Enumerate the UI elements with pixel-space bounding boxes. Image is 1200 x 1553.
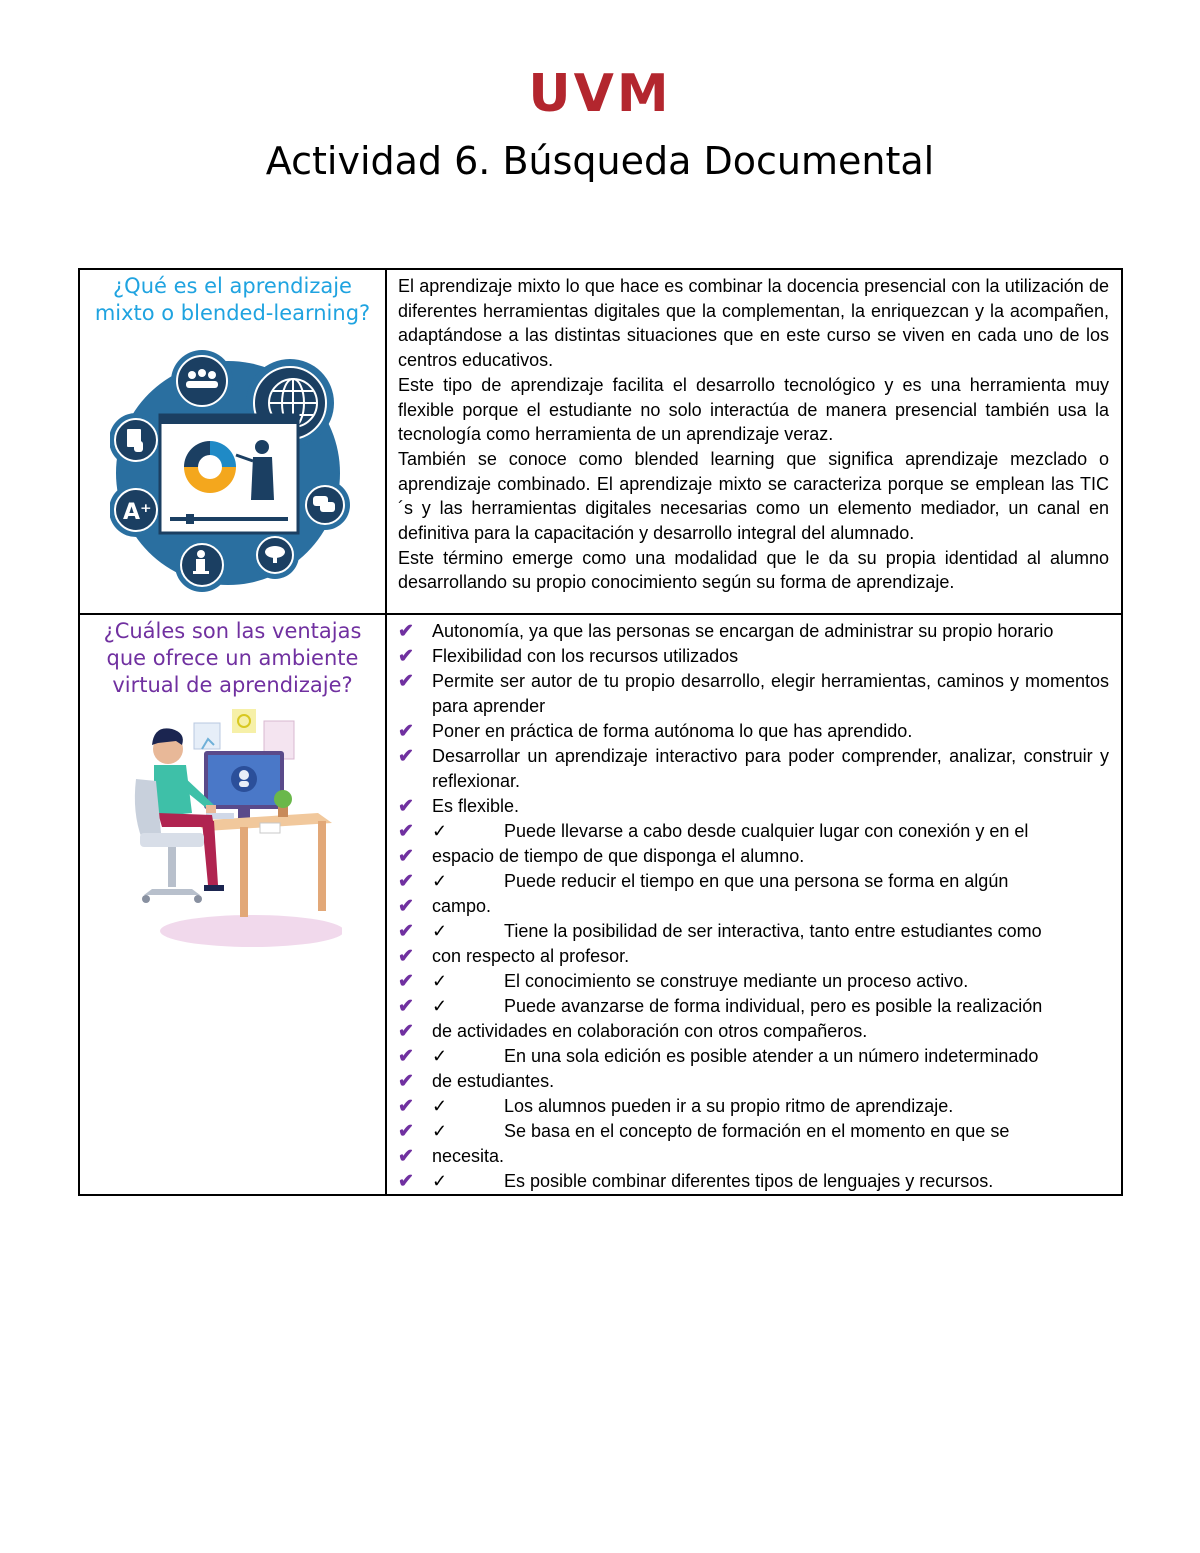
list-item [398, 819, 1109, 844]
inner-check-icon: ✓ [432, 1171, 448, 1192]
advantages-sublist [387, 819, 1121, 1194]
check-icon: ✔ [398, 896, 414, 918]
list-item [398, 869, 1109, 894]
table-row-advantages [79, 614, 1122, 1195]
check-icon: ✔ [398, 721, 414, 743]
check-icon: ✔ [398, 996, 414, 1018]
check-icon: ✔ [398, 946, 414, 968]
activity-table [78, 268, 1123, 1196]
list-item [398, 844, 1109, 869]
inner-check-icon: ✓ [432, 1046, 448, 1067]
paragraph: También se conoce como blended learning que significa aprendizaje mezclado o aprendizaje combinado. El aprendizaje mixto se caracteriza porque se emplean las TIC´s y las herramientas digitales necesarias como un elemento mediador, un canal en definitiva para la capacitación y desarrollo integral del alumnado. [398, 448, 1109, 544]
inner-check-icon: ✓ [432, 1096, 448, 1117]
list-item-text: En una sola edición es posible atender a un número indeterminado [504, 1046, 1039, 1067]
check-icon: ✔ [398, 621, 414, 643]
paragraph: El aprendizaje mixto lo que hace es combinar la docencia presencial con la utilización de diferentes herramientas digitales que la complementan, la enriquezcan y la acompañen, adaptándose a las distintas situaciones que en este curso se viven en cada uno de los centros educativos. [398, 276, 1109, 371]
list-item [398, 1044, 1109, 1069]
list-item-text: Tiene la posibilidad de ser interactiva, tanto entre estudiantes como [504, 921, 1042, 942]
check-icon: ✔ [398, 971, 414, 993]
inner-check-icon: ✓ [432, 996, 448, 1017]
list-item [398, 1094, 1109, 1119]
list-item: ✔ Poner en práctica de forma autónoma lo que has aprendido. [398, 721, 913, 743]
list-item [398, 919, 1109, 944]
list-item-text: campo. [432, 896, 492, 917]
question-cell [79, 269, 386, 614]
inner-check-icon: ✓ [432, 921, 448, 942]
check-icon: ✔ [398, 1171, 414, 1193]
check-icon: ✔ [398, 1121, 414, 1143]
list-item [398, 1144, 1109, 1169]
list-item-text: de actividades en colaboración con otros compañeros. [432, 1021, 868, 1042]
check-icon: ✔ [398, 646, 414, 668]
check-icon: ✔ [398, 1146, 414, 1168]
uvm-logo: UVM [528, 64, 672, 124]
list-item-text: Se basa en el concepto de formación en el momento en que se [504, 1121, 1010, 1142]
question-cell [79, 614, 386, 1195]
question-blended-learning: ¿Qué es el aprendizaje mixto o blended-learning? [94, 274, 371, 325]
blended-learning-illustration [110, 345, 360, 595]
list-item: ✔ Es flexible. [398, 796, 520, 818]
list-item [398, 1169, 1109, 1194]
check-icon: ✔ [398, 871, 414, 893]
answer-cell [386, 269, 1122, 614]
list-item-text: necesita. [432, 1146, 505, 1167]
question-advantages: ¿Cuáles son las ventajas que ofrece un ambiente virtual de aprendizaje? [103, 619, 362, 698]
paragraph: Este tipo de aprendizaje facilita el desarrollo tecnológico y es una herramienta muy flexible porque el estudiante no solo interactúa de manera presencial también usa la tecnología como herramienta de un aprendizaje veraz. [398, 374, 1109, 445]
list-item-text: Los alumnos pueden ir a su propio ritmo de aprendizaje. [504, 1096, 954, 1117]
inner-check-icon: ✓ [432, 821, 448, 842]
inner-check-icon: ✓ [432, 971, 448, 992]
list-item-text: con respecto al profesor. [432, 946, 630, 967]
check-icon: ✔ [398, 821, 414, 843]
list-item-text: Puede llevarse a cabo desde cualquier lugar con conexión y en el [504, 821, 1029, 842]
inner-check-icon: ✓ [432, 1121, 448, 1142]
list-item: ✔ Desarrollar un aprendizaje interactivo para poder comprender, analizar, construir y reflexionar. [398, 746, 1109, 792]
list-item [398, 1019, 1109, 1044]
list-item-text: de estudiantes. [432, 1071, 555, 1092]
list-item [398, 1069, 1109, 1094]
check-icon: ✔ [398, 1021, 414, 1043]
list-item [398, 969, 1109, 994]
student-computer-illustration [132, 709, 342, 949]
list-item [398, 1119, 1109, 1144]
answer-blended-learning [387, 270, 1121, 613]
page-title: Actividad 6. Búsqueda Documental [265, 139, 935, 183]
check-icon: ✔ [398, 846, 414, 868]
list-item-text: Es posible combinar diferentes tipos de lenguajes y recursos. [504, 1171, 994, 1192]
check-icon: ✔ [398, 1096, 414, 1118]
check-icon: ✔ [398, 796, 414, 818]
check-icon: ✔ [398, 746, 414, 768]
grade-a-plus-icon: A⁺ [123, 500, 152, 525]
table-row-blended-learning [79, 269, 1122, 614]
list-item-text: espacio de tiempo de que disponga el alumno. [432, 846, 805, 867]
list-item: ✔ Flexibilidad con los recursos utilizados [398, 646, 739, 668]
check-icon: ✔ [398, 671, 414, 693]
list-item: ✔ Autonomía, ya que las personas se encargan de administrar su propio horario [398, 621, 1054, 643]
list-item [398, 944, 1109, 969]
list-item-text: El conocimiento se construye mediante un proceso activo. [504, 971, 969, 992]
list-item: ✔ Permite ser autor de tu propio desarrollo, elegir herramientas, caminos y momentos para aprender [398, 671, 1109, 717]
list-item [398, 994, 1109, 1019]
check-icon: ✔ [398, 1046, 414, 1068]
check-icon: ✔ [398, 1071, 414, 1093]
check-icon: ✔ [398, 921, 414, 943]
advantages-list [387, 615, 1121, 819]
list-item [398, 894, 1109, 919]
answer-cell [386, 614, 1122, 1195]
list-item-text: Puede avanzarse de forma individual, pero es posible la realización [504, 996, 1043, 1017]
inner-check-icon: ✓ [432, 871, 448, 892]
list-item-text: Puede reducir el tiempo en que una persona se forma en algún [504, 871, 1009, 892]
paragraph: Este término emerge como una modalidad que le da su propia identidad al alumno desarrollando su propio conocimiento según su forma de aprendizaje. [398, 547, 1109, 593]
